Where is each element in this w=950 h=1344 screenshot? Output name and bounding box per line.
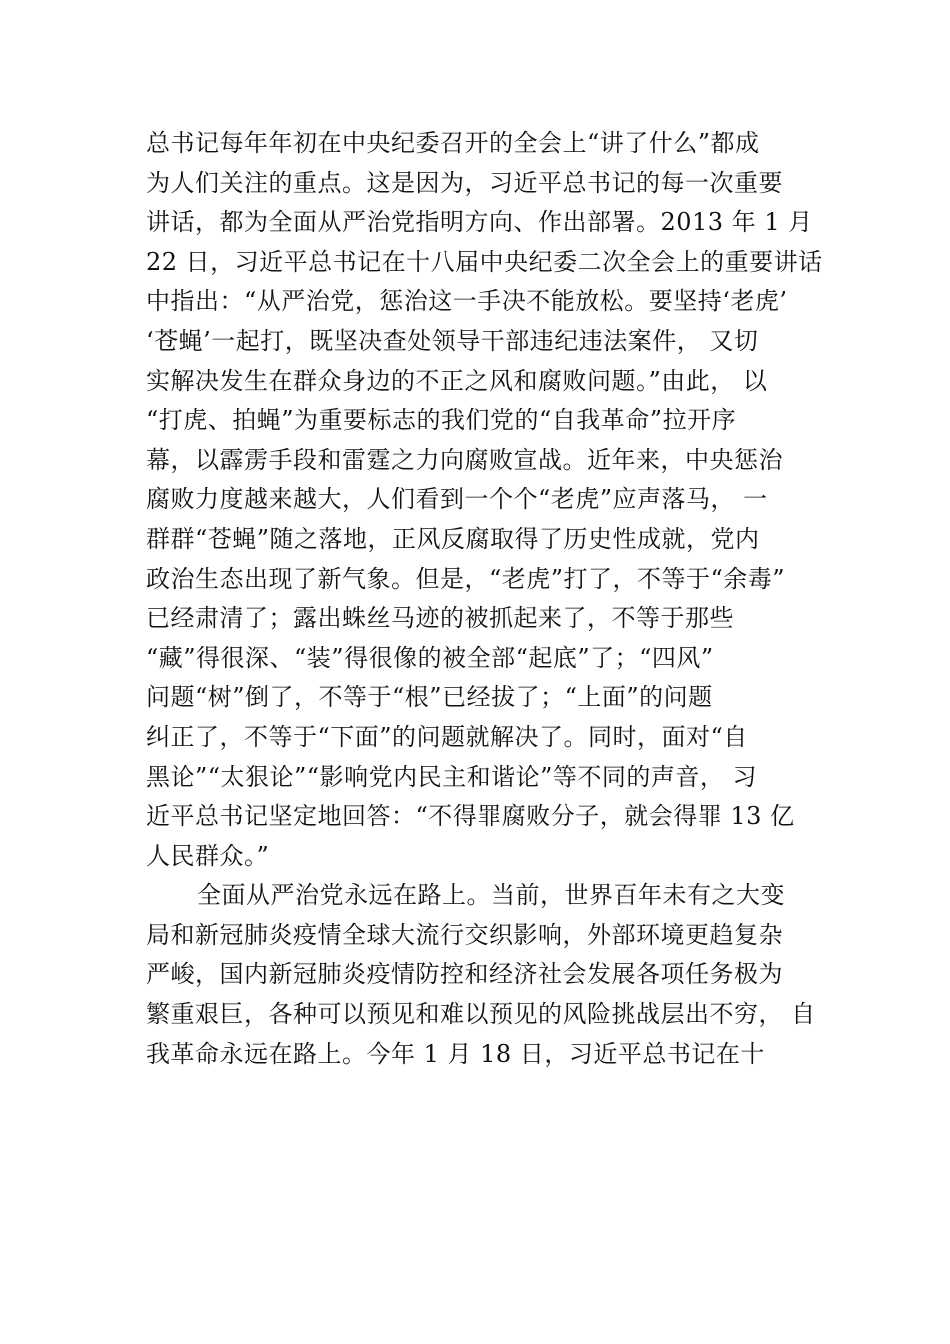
text-line: 群群“苍蝇”随之落地，正风反腐取得了历史性成就，党内 xyxy=(146,524,760,553)
text-line: 幕，以霹雳手段和雷霆之力向腐败宣战。近年来，中央惩治 xyxy=(146,445,783,474)
text-line: 为人们关注的重点。这是因为，习近平总书记的每一次重要 xyxy=(146,168,783,197)
text-line: 总书记每年年初在中央纪委召开的全会上“讲了什么”都成 xyxy=(146,129,760,157)
text-line: 纠正了，不等于“下面”的问题就解决了。同时，面对“自 xyxy=(146,722,748,751)
text-line: 我革命永远在路上。今年 1 月 18 日，习近平总书记在十 xyxy=(146,1039,765,1068)
text-line: 黑论”“太狠论”“影响党内民主和谐论”等不同的声音， 习 xyxy=(146,762,757,791)
text-line: 已经肃清了；露出蛛丝马迹的被抓起来了，不等于那些 xyxy=(146,604,734,633)
text-line: ‘苍蝇’一起打，既坚决查处领导干部违纪违法案件， 又切 xyxy=(146,326,759,355)
text-line: 中指出：“从严治党，惩治这一手决不能放松。要坚持‘老虎’ xyxy=(146,287,788,316)
text-line: 22 日，习近平总书记在十八届中央纪委二次全会上的重要讲话 xyxy=(146,247,823,276)
text-line: 严峻，国内新冠肺炎疫情防控和经济社会发展各项任务极为 xyxy=(146,960,783,989)
body-text xyxy=(146,124,826,1074)
text-line: 问题“树”倒了，不等于“根”已经拔了；“上面”的问题 xyxy=(146,683,713,712)
text-line: 繁重艰巨，各种可以预见和难以预见的风险挑战层出不穷， 自 xyxy=(146,1000,816,1029)
text-line: 人民群众。” xyxy=(146,841,270,870)
text-line: 讲话，都为全面从严治党指明方向、作出部署。2013 年 1 月 xyxy=(146,208,813,237)
text-line: 腐败力度越来越大，人们看到一个个“老虎”应声落马， 一 xyxy=(146,485,768,514)
paragraph-start-line: 全面从严治党永远在路上。当前，世界百年未有之大变 xyxy=(197,881,785,910)
text-line: 政治生态出现了新气象。但是，“老虎”打了，不等于“余毒” xyxy=(146,564,786,593)
text-line: 实解决发生在群众身边的不正之风和腐败问题。”由此， 以 xyxy=(146,366,768,395)
text-line: “打虎、拍蝇”为重要标志的我们党的“自我革命”拉开序 xyxy=(146,406,737,435)
text-line: 近平总书记坚定地回答：“不得罪腐败分子，就会得罪 13 亿 xyxy=(146,802,795,831)
text-line: “藏”得很深、“装”得很像的被全部“起底”了；“四风” xyxy=(146,643,714,672)
text-line: 局和新冠肺炎疫情全球大流行交织影响，外部环境更趋复杂 xyxy=(146,920,783,949)
